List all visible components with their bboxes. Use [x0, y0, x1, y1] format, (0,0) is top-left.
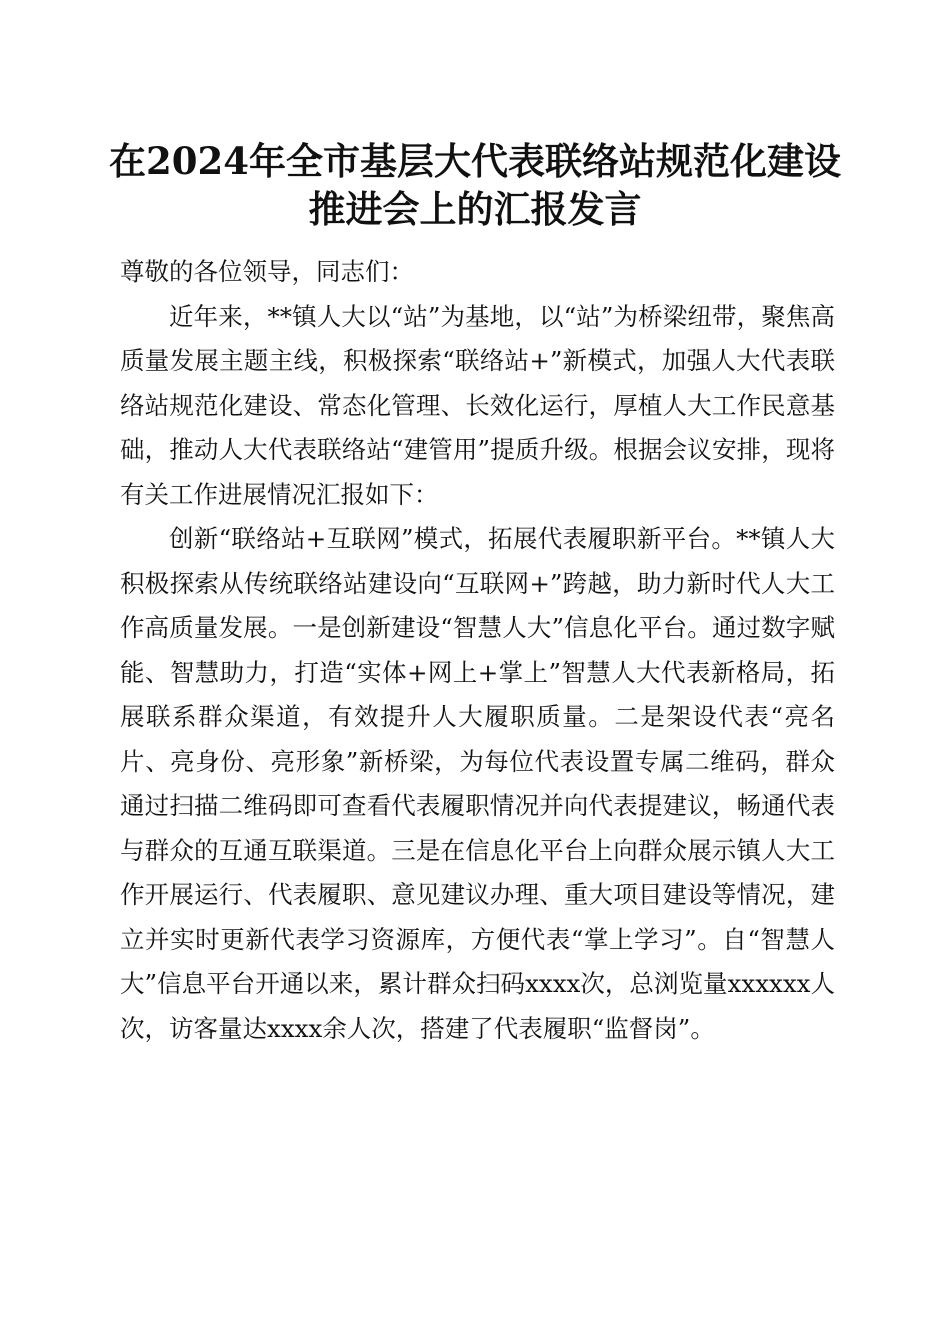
document-body	[120, 250, 835, 1051]
document-title-line-2: 推进会上的汇报发言	[308, 187, 642, 231]
paragraph-intro: 近年来，**镇人大以“站”为基地，以“站”为桥梁纽带，聚焦高质量发展主题主线，积极探索“联络站+”新模式，加强人大代表联络站规范化建设、常态化管理、长效化运行，厚植人大工作民意基础，推动人大代表联络站“建管用”提质升级。根据会议安排，现将有关工作进展情况汇报如下：	[120, 301, 835, 509]
salutation: 尊敬的各位领导，同志们：	[120, 257, 414, 286]
document-title-line-1: 在2024年全市基层大代表联络站规范化建设	[109, 139, 841, 183]
paragraph-internet-model: 创新“联络站+互联网”模式，拓展代表履职新平台。**镇人大积极探索从传统联络站建设向“互联网+”跨越，助力新时代人大工作高质量发展。一是创新建设“智慧人大”信息化平台。通过数字赋能、智慧助力，打造“实体+网上+掌上”智慧人大代表新格局，拓展联系群众渠道，有效提升人大履职质量。二是架设代表“亮名片、亮身份、亮形象”新桥梁，为每位代表设置专属二维码，群众通过扫描二维码即可查看代表履职情况并向代表提建议，畅通代表与群众的互通互联渠道。三是在信息化平台上向群众展示镇人大工作开展运行、代表履职、意见建议办理、重大项目建设等情况，建立并实时更新代表学习资源库，方便代表“掌上学习”。自“智慧人大”信息平台开通以来，累计群众扫码xxxx次，总浏览量xxxxxx人次，访客量达xxxx余人次，搭建了代表履职“监督岗”。	[120, 524, 835, 1043]
